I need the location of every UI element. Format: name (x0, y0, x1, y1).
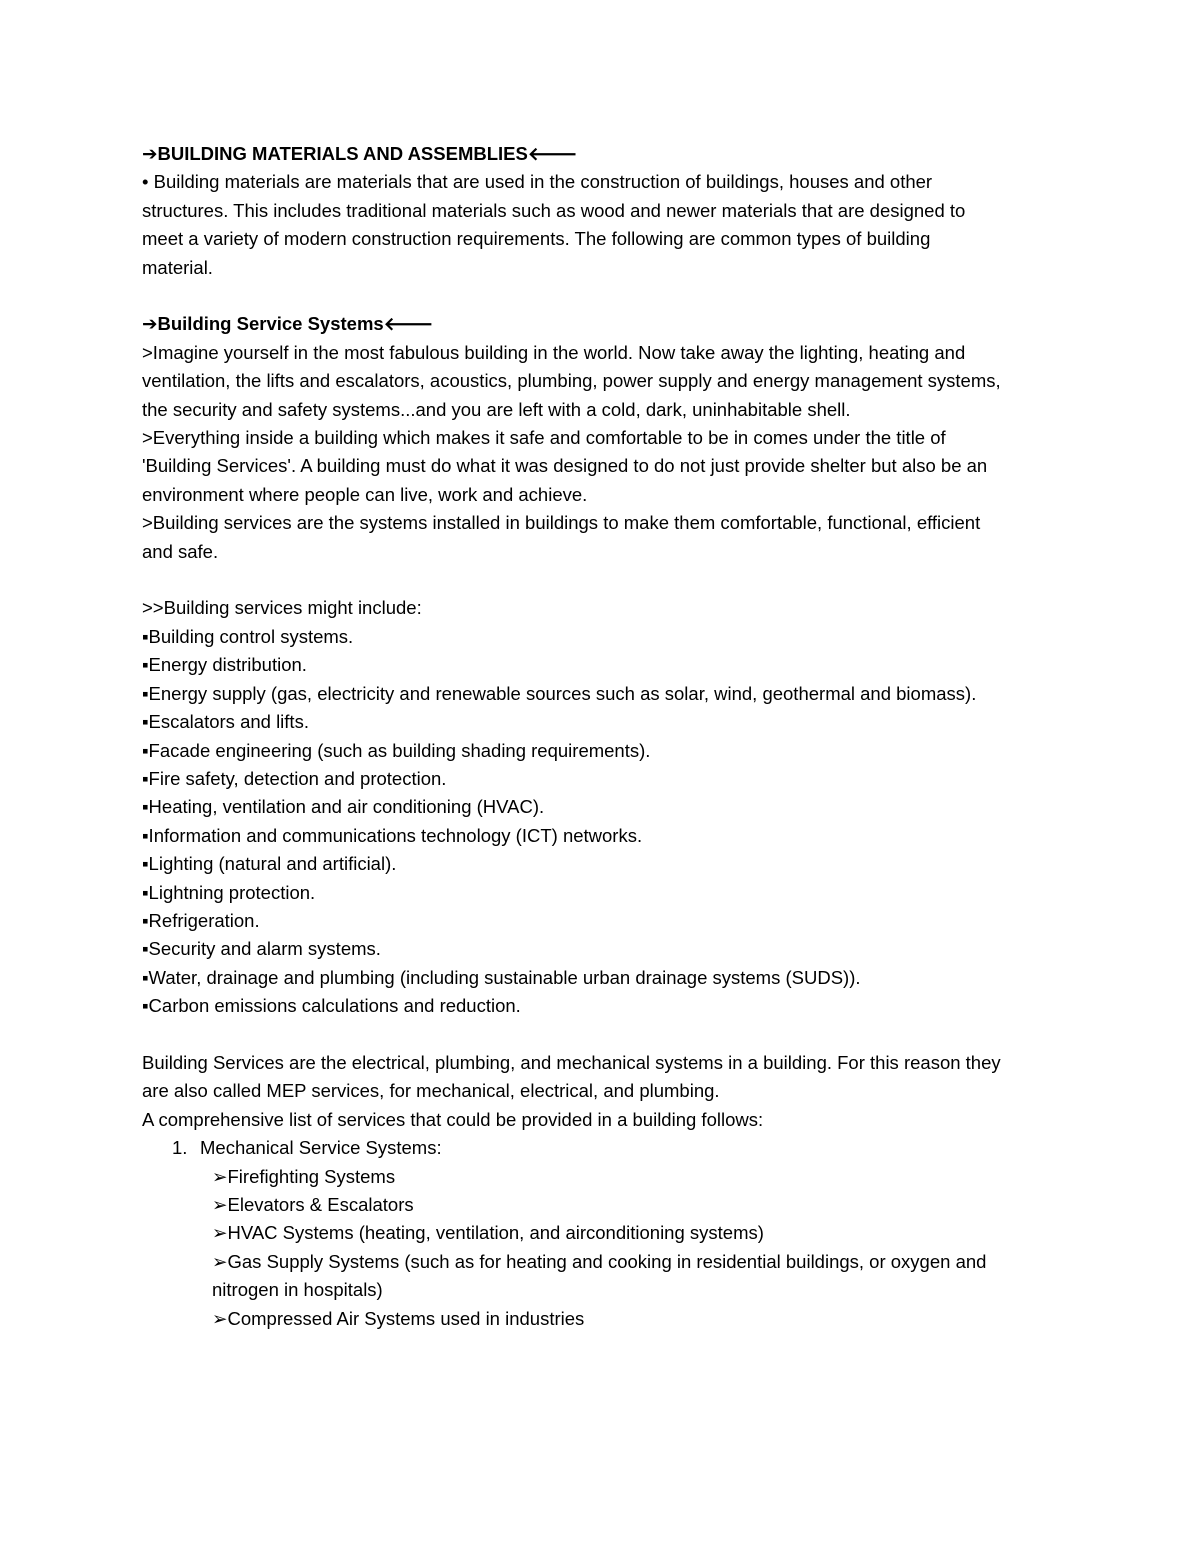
sub-list-item: ➢Gas Supply Systems (such as for heating and cooking in residential buildings, or oxygen and (212, 1250, 987, 1272)
paragraph-line: and safe. (142, 540, 219, 562)
services-list (142, 623, 1062, 1021)
list-item: ▪Information and communications technology (ICT) networks. (142, 824, 643, 846)
list-number: 1. (172, 1137, 188, 1159)
section-heading-building-service-systems: ➔Building Service Systems🡐 (142, 313, 434, 335)
mep-paragraph (142, 1049, 1062, 1134)
building-service-systems-paragraph (142, 339, 1062, 566)
paragraph-line: Building Services are the electrical, plumbing, and mechanical systems in a building. For this reason they (142, 1051, 1001, 1073)
list-item: ▪Energy distribution. (142, 654, 307, 676)
paragraph-line: ventilation, the lifts and escalators, acoustics, plumbing, power supply and energy management systems, (142, 370, 1001, 392)
paragraph-line: environment where people can live, work and achieve. (142, 483, 588, 505)
paragraph-line: A comprehensive list of services that could be provided in a building follows: (142, 1108, 764, 1130)
sub-list-item: ➢Firefighting Systems (212, 1165, 396, 1187)
list-item: ▪Facade engineering (such as building shading requirements). (142, 739, 651, 761)
sub-list (142, 1163, 1062, 1333)
paragraph-line: >Everything inside a building which makes it safe and comfortable to be in comes under the title of (142, 427, 946, 449)
list-item: ▪Refrigeration. (142, 909, 260, 931)
paragraph-line: the security and safety systems...and you are left with a cold, dark, uninhabitable shell. (142, 398, 851, 420)
paragraph-line: structures. This includes traditional materials such as wood and newer materials that are designed to (142, 199, 966, 221)
paragraph-line: material. (142, 256, 213, 278)
sub-list-item: ➢Elevators & Escalators (212, 1193, 414, 1215)
list-item: ▪Heating, ventilation and air conditioning (HVAC). (142, 796, 545, 818)
spacer (142, 1021, 1062, 1049)
list-item: ▪Escalators and lifts. (142, 711, 309, 733)
list-item: ▪Fire safety, detection and protection. (142, 767, 447, 789)
document-page (142, 140, 1062, 1333)
list-item: ▪Carbon emissions calculations and reduction. (142, 995, 521, 1017)
paragraph-line: • Building materials are materials that are used in the construction of buildings, houses and other (142, 171, 933, 193)
paragraph-line: are also called MEP services, for mechanical, electrical, and plumbing. (142, 1080, 720, 1102)
mep-numbered-list (142, 1134, 1062, 1333)
section-heading-building-materials: ➔BUILDING MATERIALS AND ASSEMBLIES🡐 (142, 143, 578, 164)
list-item: ▪Water, drainage and plumbing (including sustainable urban drainage systems (SUDS)). (142, 966, 861, 988)
sub-list-item: nitrogen in hospitals) (212, 1279, 383, 1301)
services-intro: >>Building services might include: (142, 597, 422, 619)
paragraph-line: >Building services are the systems installed in buildings to make them comfortable, functional, efficient (142, 512, 981, 534)
list-item: ▪Security and alarm systems. (142, 938, 381, 960)
list-item: ▪Energy supply (gas, electricity and renewable sources such as solar, wind, geothermal and biomass). (142, 682, 977, 704)
spacer (142, 566, 1062, 594)
sub-list-item: ➢HVAC Systems (heating, ventilation, and airconditioning systems) (212, 1222, 764, 1244)
list-item: ▪Building control systems. (142, 625, 354, 647)
paragraph-line: 'Building Services'. A building must do what it was designed to do not just provide shelter but also be an (142, 455, 988, 477)
paragraph-line: >Imagine yourself in the most fabulous building in the world. Now take away the lighting, heating and (142, 341, 966, 363)
list-item: ▪Lighting (natural and artificial). (142, 853, 397, 875)
building-materials-paragraph (142, 168, 1062, 282)
spacer (142, 282, 1062, 310)
numbered-list-item (142, 1134, 1062, 1162)
paragraph-line: meet a variety of modern construction requirements. The following are common types of building (142, 228, 931, 250)
list-item-title: Mechanical Service Systems: (200, 1137, 442, 1159)
sub-list-item: ➢Compressed Air Systems used in industries (212, 1307, 585, 1329)
list-item: ▪Lightning protection. (142, 881, 316, 903)
